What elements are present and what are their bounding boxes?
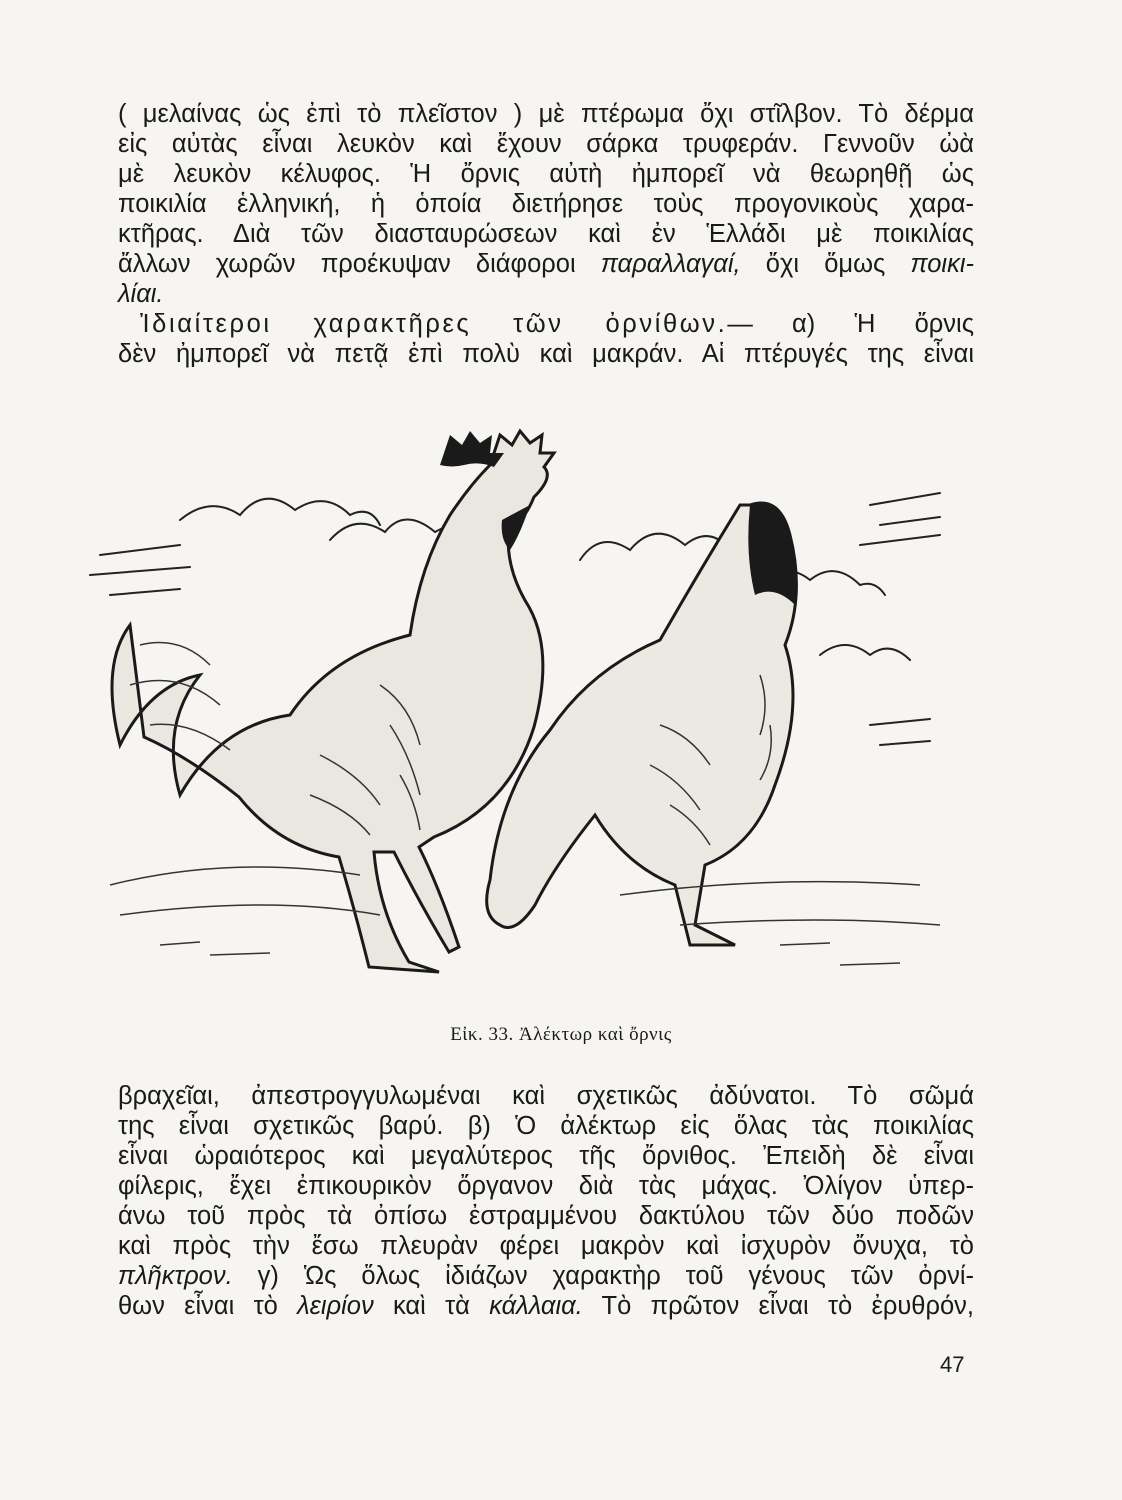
text-line bbox=[118, 279, 974, 309]
italic-term: παραλλαγαί, bbox=[600, 250, 741, 278]
text-line: ( μελαίνας ὡς ἐπὶ τὸ πλεῖστον ) μὲ πτέρωμα ὄχι στῖλβον. Τὸ δέρμα bbox=[118, 100, 974, 128]
text-run: ἄλλων χωρῶν προέκυψαν διάφοροι bbox=[118, 250, 601, 278]
text-line: εἰς αὐτὰς εἶναι λευκὸν καὶ ἔχουν σάρκα τρυφεράν. Γεννοῦν ὠὰ bbox=[118, 130, 974, 158]
text-run: γ) Ὡς ὅλως ἰδιάζων χαρακτὴρ τοῦ γένους τῶν ὀρνί- bbox=[232, 1262, 974, 1290]
italic-term: ποικι- bbox=[910, 250, 974, 278]
italic-term: πλῆκτρον. bbox=[118, 1262, 233, 1290]
text-run: Τὸ πρῶτον εἶναι τὸ ἐρυθρόν, bbox=[582, 1292, 975, 1320]
top-paragraph bbox=[118, 99, 974, 369]
text-line: μὲ λευκὸν κέλυφος. Ἡ ὄρνις αὐτὴ ἠμπορεῖ νὰ θεωρηθῇ ὡς bbox=[118, 160, 974, 188]
text-line: κτῆρας. Διὰ τῶν διασταυρώσεων καὶ ἐν Ἑλλάδι μὲ ποικιλίας bbox=[118, 220, 974, 248]
text-line bbox=[118, 249, 974, 279]
rooster-and-hen-illustration bbox=[60, 425, 980, 1015]
bottom-paragraph bbox=[118, 1081, 974, 1321]
italic-term: λειρίον bbox=[297, 1292, 374, 1320]
text-line: βραχεῖαι, ἀπεστρογγυλωμέναι καὶ σχετικῶς ἀδύνατοι. Τὸ σῶμά bbox=[118, 1082, 974, 1110]
illustration-svg bbox=[60, 425, 980, 1015]
text-line bbox=[118, 1261, 974, 1291]
text-line bbox=[118, 1291, 974, 1321]
section-line bbox=[118, 309, 974, 339]
text-run: — α) Ἡ ὄρνις bbox=[727, 310, 974, 338]
italic-term: κάλλαια. bbox=[489, 1292, 583, 1320]
text-line: της εἶναι σχετικῶς βαρύ. β) Ὁ ἀλέκτωρ εἰς ὅλας τὰς ποικιλίας bbox=[118, 1112, 974, 1140]
text-line: καὶ πρὸς τὴν ἔσω πλευρὰν φέρει μακρὸν καὶ ἰσχυρὸν ὄνυχα, τὸ bbox=[118, 1232, 974, 1260]
figure-caption: Εἰκ. 33. Ἀλέκτωρ καὶ ὄρνις bbox=[450, 1024, 672, 1045]
text-run: ὄχι ὅμως bbox=[740, 250, 911, 278]
text-line: δὲν ἠμπορεῖ νὰ πετᾷ ἐπὶ πολὺ καὶ μακράν. Αἱ πτέρυγές της εἶναι bbox=[118, 340, 974, 368]
text-run: θων εἶναι τὸ bbox=[118, 1292, 298, 1320]
text-line: ποικιλία ἑλληνική, ἡ ὁποία διετήρησε τοὺς προγονικοὺς χαρα- bbox=[118, 190, 974, 218]
italic-term: λίαι. bbox=[118, 280, 164, 308]
text-line: άνω τοῦ πρὸς τὰ ὀπίσω ἐστραμμένου δακτύλου τῶν δύο ποδῶν bbox=[118, 1202, 974, 1230]
section-heading: Ἰδιαίτεροι χαρακτῆρες τῶν ὀρνίθων. bbox=[140, 310, 728, 338]
text-line: εἶναι ὡραιότερος καὶ μεγαλύτερος τῆς ὄρνιθος. Ἐπειδὴ δὲ εἶναι bbox=[118, 1142, 974, 1170]
page-number: 47 bbox=[940, 1352, 965, 1377]
text-line: φίλερις, ἔχει ἐπικουρικὸν ὄργανον διὰ τὰς μάχας. Ὀλίγον ὑπερ- bbox=[118, 1172, 974, 1200]
text-run: καὶ τὰ bbox=[373, 1292, 490, 1320]
